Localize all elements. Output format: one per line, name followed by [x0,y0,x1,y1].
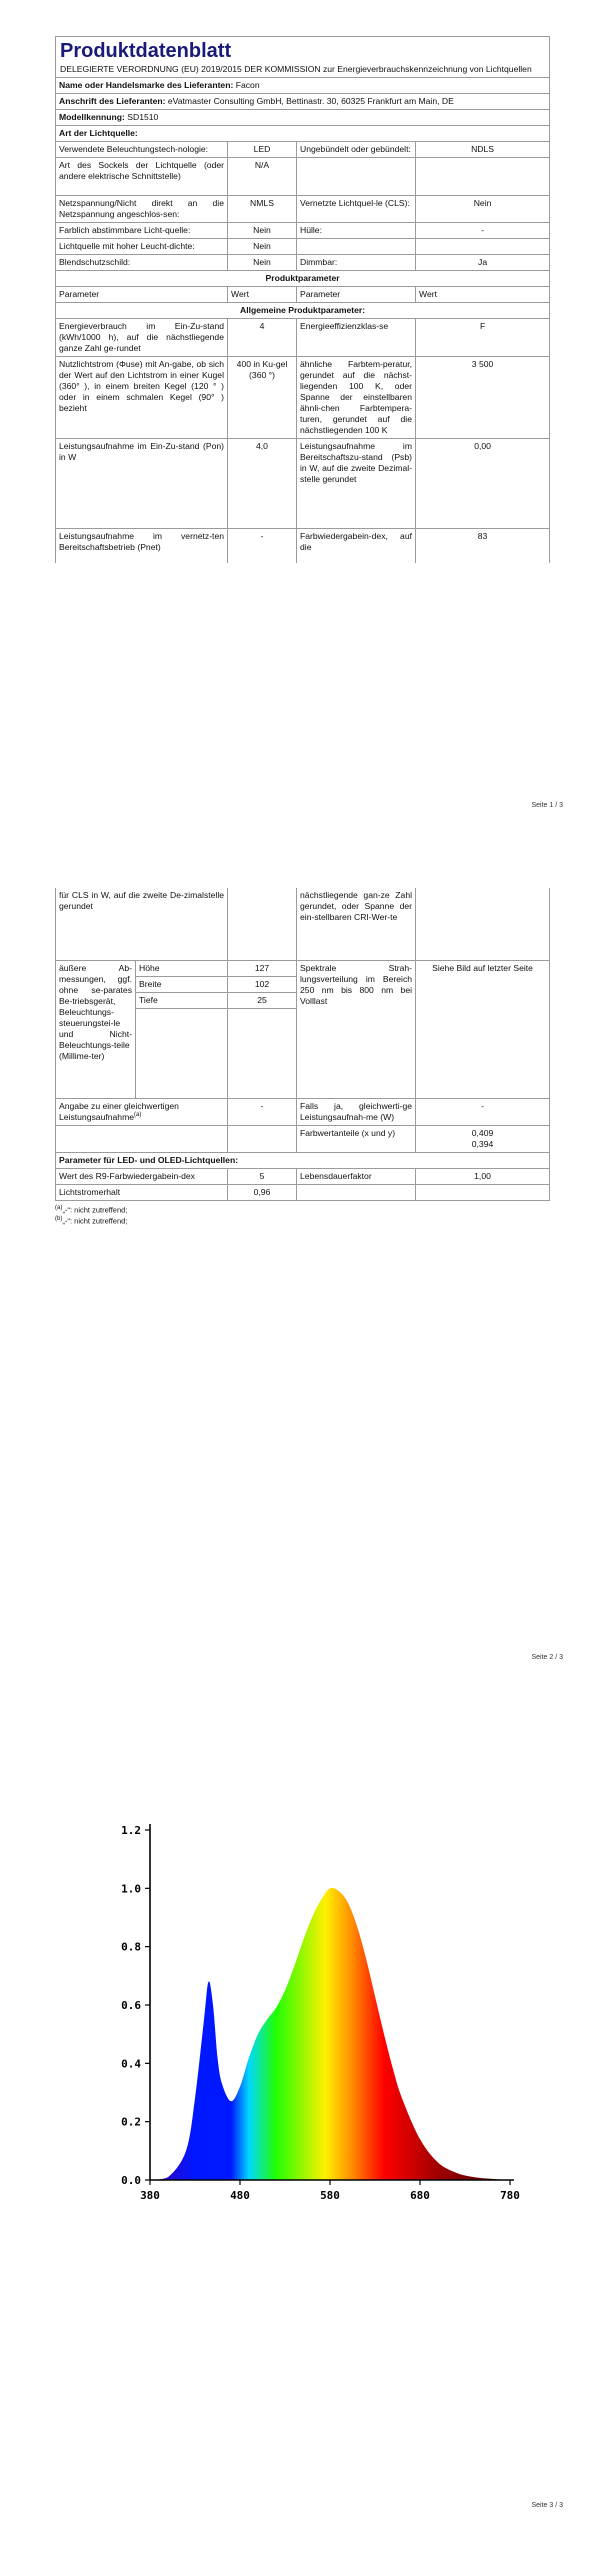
mains-label: Netzspannung/Nicht direkt an die Netzspannung angeschlos-sen: [56,196,228,223]
empty-cell [297,158,416,196]
envelope-value: - [416,223,550,239]
product-datasheet-table [55,36,549,563]
spectral-distribution-chart [100,1810,530,2230]
width-label: Breite [136,976,228,992]
cri-value: 83 [416,529,550,563]
supplier-name-label: Name oder Handelsmarke des Lieferanten: [59,80,234,90]
page-number: Seite 3 / 3 [531,2502,563,2509]
height-value: 127 [228,960,297,976]
empty-cell [416,888,550,960]
y-tick-label: 1.2 [121,1824,141,1837]
y-tick-label: 0.6 [121,1999,141,2012]
empty-cell [297,1184,416,1200]
cct-label: ähnliche Farbtem-peratur, gerundet auf die nächst-liegenden 100 K, oder Spanne der einstellbaren ähnli-chen Farbtempera-turen, gerundet auf die nächstliegenden 100 K [297,357,416,439]
dimensions-label: äußere Ab-messungen, ggf. ohne se-parates Be-triebsgerät, Beleuchtungs-steuerungstei-le und Nicht-Beleuchtungs-teile (Millime-ter) [56,960,136,1098]
equivalent-power-text: Angabe zu einer gleichwertigen Leistungsaufnahme [59,1100,179,1122]
empty-cell [228,1125,297,1152]
survival-factor-label: Lebensdauerfaktor [297,1168,416,1184]
x-tick-label: 580 [320,2189,340,2202]
chromaticity-values [416,1125,550,1152]
cct-value: 3 500 [416,357,550,439]
equivalent-power-watts-value: - [416,1098,550,1125]
dimmable-label: Dimmbar: [297,255,416,271]
chromaticity-y: 0,394 [471,1138,494,1149]
supplier-address-value: eVatmaster Consulting GmbH, Bettinastr. 30, 60325 Frankfurt am Main, DE [167,96,454,106]
model-value: SD1510 [127,112,159,122]
empty-cell [416,158,550,196]
cls-label: Vernetzte Lichtquel-le (CLS): [297,196,416,223]
useful-flux-label: Nutzlichtstrom (Φuse) mit An-gabe, ob sich der Wert auf den Lichtstrom in einer Kugel (360° ), in einem breiten Kegel (120 ° ) oder in einem schmalen Kegel (90° ) bezieht [56,357,228,439]
x-tick-label: 380 [140,2189,160,2202]
cap-type-label: Art des Sockels der Lichtquelle (oder andere elektrische Schnittstelle) [56,158,228,196]
technology-label: Verwendete Beleuchtungstech-nologie: [56,142,228,158]
cri-label-part1: Farbwiedergabein-dex, auf die [297,529,416,563]
r9-label: Wert des R9-Farbwiedergabein-dex [56,1168,228,1184]
spectral-distribution-label: Spektrale Strah-lungsverteilung im Bereich 250 nm bis 800 nm bei Volllast [297,960,416,1098]
network-standby-value: - [228,529,297,563]
tunable-label: Farblich abstimmbare Licht-quelle: [56,223,228,239]
led-params-heading: Parameter für LED- und OLED-Lichtquellen: [56,1152,550,1168]
empty-cell [228,1008,297,1098]
r9-value: 5 [228,1168,297,1184]
footnotes [55,1204,549,1228]
model-label: Modellkennung: [59,112,125,122]
product-datasheet-table-continued [55,888,549,1227]
width-value: 102 [228,976,297,992]
lumen-maintenance-label: Lichtstromerhalt [56,1184,228,1200]
mains-value: NMLS [228,196,297,223]
cls-value: Nein [416,196,550,223]
general-params-heading: Allgemeine Produktparameter: [56,303,550,319]
page-number: Seite 1 / 3 [531,802,563,809]
empty-cell [416,1184,550,1200]
useful-flux-value: 400 in Ku-gel (360 °) [228,357,297,439]
anti-glare-label: Blendschutzschild: [56,255,228,271]
footnote-text: „-": nicht zutreffend; [62,1205,128,1214]
footnote-text: „-": nicht zutreffend; [62,1216,128,1226]
empty-cell [228,888,297,960]
x-tick-label: 480 [230,2189,250,2202]
footnote-mark: (a) [55,1204,63,1211]
dimmable-value: Ja [416,255,550,271]
high-luminance-label: Lichtquelle mit hoher Leucht-dichte: [56,239,228,255]
regulation-subtitle: DELEGIERTE VERORDNUNG (EU) 2019/2015 DER KOMMISSION zur Energieverbrauchskennzeichnung von Lichtquellen [60,64,532,74]
empty-cell [56,1125,228,1152]
network-standby-label-part1: Leistungsaufnahme im vernetz-ten Bereitschaftsbetrieb (Pnet) [56,529,228,563]
page-2 [0,820,603,1700]
energy-class-label: Energieeffizienzklas-se [297,319,416,357]
cap-type-value: N/A [228,158,297,196]
directional-label: Ungebündelt oder gebündelt: [297,142,416,158]
y-tick-label: 0.2 [121,2115,141,2129]
supplier-address-row [56,94,550,110]
footnote-ref-a: (a) [134,1111,142,1118]
spectrum-chart-svg [100,1810,530,2230]
chromaticity-label: Farbwertanteile (x und y) [297,1125,416,1152]
high-luminance-value: Nein [228,239,297,255]
y-tick-label: 0.8 [121,1940,141,1954]
footnote-a [55,1204,549,1216]
equivalent-power-watts-label: Falls ja, gleichwerti-ge Leistungsaufnah-me (W) [297,1098,416,1125]
energy-consumption-value: 4 [228,319,297,357]
x-tick-label: 680 [410,2189,430,2202]
page-number: Seite 2 / 3 [531,1654,563,1661]
y-tick-label: 0.0 [121,2174,141,2187]
chromaticity-x: 0,409 [471,1127,494,1138]
product-params-heading: Produktparameter [56,271,550,287]
standby-power-label: Leistungsaufnahme im Bereitschaftszu-stand (Psb) in W, auf die zweite Dezimal-stelle gerundet [297,439,416,529]
technology-value: LED [228,142,297,158]
column-header-parameter: Parameter [56,287,228,303]
column-header-value: Wert [228,287,297,303]
survival-factor-value: 1,00 [416,1168,550,1184]
model-row [56,110,550,126]
on-mode-power-label: Leistungsaufnahme im Ein-Zu-stand (Pon) in W [56,439,228,529]
height-label: Höhe [136,960,228,976]
tunable-value: Nein [228,223,297,239]
y-tick-label: 1.0 [121,1882,141,1896]
light-source-type-heading: Art der Lichtquelle: [56,126,550,142]
equivalent-power-label [56,1098,228,1125]
column-header-value: Wert [416,287,550,303]
depth-value: 25 [228,992,297,1008]
supplier-name-row [56,78,550,94]
empty-cell [416,239,550,255]
title-cell [56,37,550,78]
cri-label-part2: nächstliegende gan-ze Zahl gerundet, oder Spanne der ein-stellbaren CRI-Wer-te [297,888,416,960]
envelope-label: Hülle: [297,223,416,239]
spectrum-area [150,1888,510,2180]
anti-glare-value: Nein [228,255,297,271]
depth-label: Tiefe [136,992,228,1008]
supplier-address-label: Anschrift des Lieferanten: [59,96,166,106]
document-title: Produktdatenblatt [60,40,232,62]
energy-consumption-label: Energieverbrauch im Ein-Zu-stand (kWh/1000 h), auf die nächstliegende ganze Zahl ge-rundet [56,319,228,357]
lumen-maintenance-value: 0,96 [228,1184,297,1200]
equivalent-power-value: - [228,1098,297,1125]
supplier-name-value: Facon [235,80,260,90]
directional-value: NDLS [416,142,550,158]
standby-power-value: 0,00 [416,439,550,529]
x-tick-label: 780 [500,2189,520,2202]
energy-class-value: F [416,319,550,357]
column-header-parameter: Parameter [297,287,416,303]
on-mode-power-value: 4,0 [228,439,297,529]
footnote-mark: (b) [55,1216,63,1223]
page-1 [0,0,603,820]
spectral-distribution-value: Siehe Bild auf letzter Seite [416,960,550,1098]
empty-cell [136,1008,228,1098]
footnote-b [55,1215,549,1227]
y-tick-label: 0.4 [121,2057,141,2071]
empty-cell [297,239,416,255]
spectrum-area-group [150,1888,510,2180]
network-standby-label-part2: für CLS in W, auf die zweite De-zimalstelle gerundet [56,888,228,960]
